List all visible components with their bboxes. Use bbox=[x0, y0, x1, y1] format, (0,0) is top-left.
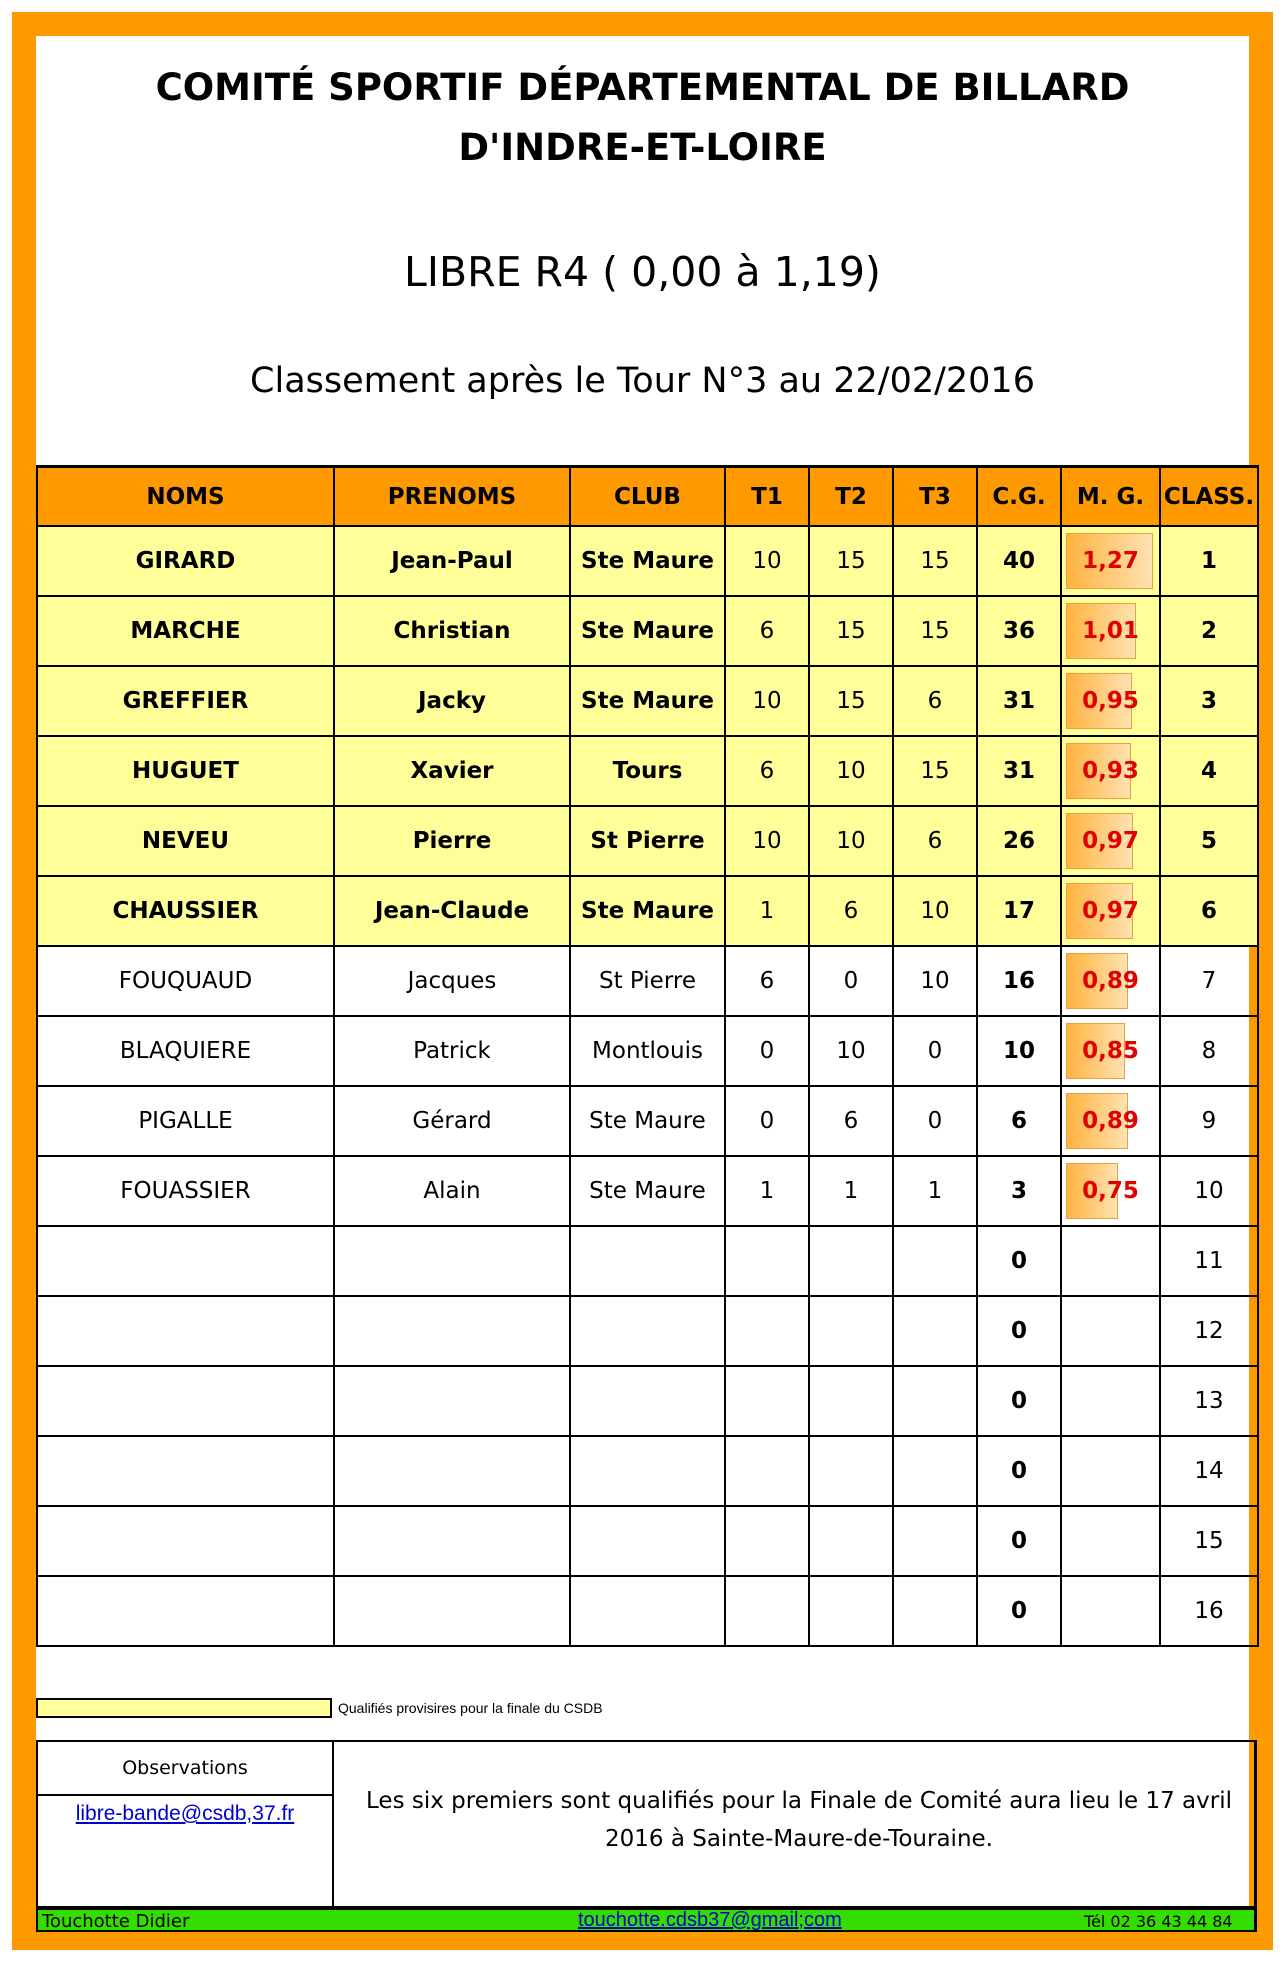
cell-nom bbox=[37, 1576, 334, 1646]
cell-nom: CHAUSSIER bbox=[37, 876, 334, 946]
table-row bbox=[37, 1226, 1258, 1296]
cell-cg: 0 bbox=[977, 1296, 1061, 1366]
cell-prenom: Jean-Claude bbox=[334, 876, 570, 946]
table-row bbox=[37, 1506, 1258, 1576]
header-col-t2: T2 bbox=[809, 467, 893, 527]
table-row bbox=[37, 1436, 1258, 1506]
cell-mg bbox=[1061, 946, 1160, 1016]
cell-class: 2 bbox=[1160, 596, 1258, 666]
page-content bbox=[36, 36, 1255, 1932]
cell-t1: 6 bbox=[725, 946, 809, 1016]
cell-t3 bbox=[893, 1366, 977, 1436]
cell-cg: 26 bbox=[977, 806, 1061, 876]
table-row bbox=[37, 1296, 1258, 1366]
cell-t2: 10 bbox=[809, 736, 893, 806]
cell-club: Montlouis bbox=[570, 1016, 725, 1086]
cell-t3 bbox=[893, 1576, 977, 1646]
cell-nom: MARCHE bbox=[37, 596, 334, 666]
cell-mg bbox=[1061, 1366, 1160, 1436]
cell-cg: 31 bbox=[977, 736, 1061, 806]
cell-mg bbox=[1061, 1016, 1160, 1086]
cell-club: Ste Maure bbox=[570, 596, 725, 666]
observations-left-panel bbox=[38, 1742, 334, 1906]
cell-mg bbox=[1061, 1226, 1160, 1296]
observations-label: Observations bbox=[38, 1742, 332, 1796]
cell-cg: 10 bbox=[977, 1016, 1061, 1086]
table-row bbox=[37, 806, 1258, 876]
mg-value: 0,85 bbox=[1082, 1038, 1139, 1064]
cell-t1 bbox=[725, 1576, 809, 1646]
cell-t2 bbox=[809, 1576, 893, 1646]
table-row bbox=[37, 1576, 1258, 1646]
cell-t1: 6 bbox=[725, 596, 809, 666]
cell-mg bbox=[1061, 1156, 1160, 1226]
cell-t3 bbox=[893, 1506, 977, 1576]
cell-class: 3 bbox=[1160, 666, 1258, 736]
cell-prenom: Jacky bbox=[334, 666, 570, 736]
table-header-row bbox=[37, 467, 1258, 527]
cell-prenom bbox=[334, 1296, 570, 1366]
cell-prenom bbox=[334, 1576, 570, 1646]
table-row bbox=[37, 1156, 1258, 1226]
header-col-t1: T1 bbox=[725, 467, 809, 527]
cell-cg: 17 bbox=[977, 876, 1061, 946]
mg-value: 0,89 bbox=[1082, 968, 1139, 994]
cell-t2 bbox=[809, 1436, 893, 1506]
mg-value: 1,27 bbox=[1082, 548, 1139, 574]
cell-club: Tours bbox=[570, 736, 725, 806]
cell-t1 bbox=[725, 1296, 809, 1366]
cell-prenom: Pierre bbox=[334, 806, 570, 876]
ranking-table bbox=[36, 465, 1259, 1647]
footer-email-link[interactable]: touchotte.cdsb37@gmail;com bbox=[578, 1909, 842, 1931]
cell-t3: 0 bbox=[893, 1016, 977, 1086]
cell-t2 bbox=[809, 1226, 893, 1296]
cell-cg: 0 bbox=[977, 1506, 1061, 1576]
cell-t1: 10 bbox=[725, 666, 809, 736]
cell-t1 bbox=[725, 1436, 809, 1506]
mg-value: 0,95 bbox=[1082, 688, 1139, 714]
header-col-noms: NOMS bbox=[37, 467, 334, 527]
competition-title: LIBRE R4 ( 0,00 à 1,19) bbox=[404, 248, 881, 296]
cell-t3: 6 bbox=[893, 666, 977, 736]
table-row bbox=[37, 1366, 1258, 1436]
table-row bbox=[37, 666, 1258, 736]
cell-t1: 1 bbox=[725, 1156, 809, 1226]
cell-class: 16 bbox=[1160, 1576, 1258, 1646]
legend-label: Qualifiés provisires pour la finale du CSDB bbox=[338, 1700, 603, 1716]
table-row bbox=[37, 596, 1258, 666]
cell-t2: 6 bbox=[809, 876, 893, 946]
cell-cg: 0 bbox=[977, 1366, 1061, 1436]
header-col-mg: M. G. bbox=[1061, 467, 1160, 527]
cell-cg: 6 bbox=[977, 1086, 1061, 1156]
cell-t3: 10 bbox=[893, 946, 977, 1016]
cell-nom: BLAQUIERE bbox=[37, 1016, 334, 1086]
cell-cg: 40 bbox=[977, 526, 1061, 596]
cell-t3: 0 bbox=[893, 1086, 977, 1156]
cell-class: 8 bbox=[1160, 1016, 1258, 1086]
cell-class: 15 bbox=[1160, 1506, 1258, 1576]
cell-t1: 0 bbox=[725, 1016, 809, 1086]
cell-club bbox=[570, 1226, 725, 1296]
cell-prenom: Gérard bbox=[334, 1086, 570, 1156]
cell-class: 11 bbox=[1160, 1226, 1258, 1296]
cell-t2: 6 bbox=[809, 1086, 893, 1156]
cell-nom bbox=[37, 1506, 334, 1576]
cell-prenom: Christian bbox=[334, 596, 570, 666]
table-row bbox=[37, 946, 1258, 1016]
cell-nom: PIGALLE bbox=[37, 1086, 334, 1156]
cell-t2: 1 bbox=[809, 1156, 893, 1226]
observations-box bbox=[36, 1740, 1257, 1908]
mg-value: 0,89 bbox=[1082, 1108, 1139, 1134]
observations-text: Les six premiers sont qualifiés pour la Finale de Comité aura lieu le 17 avril 2016 à Sainte-Maure-de-Touraine. bbox=[366, 1788, 1232, 1852]
cell-prenom: Jacques bbox=[334, 946, 570, 1016]
header-col-t3: T3 bbox=[893, 467, 977, 527]
table-row bbox=[37, 1016, 1258, 1086]
cell-t3: 1 bbox=[893, 1156, 977, 1226]
cell-club bbox=[570, 1436, 725, 1506]
cell-cg: 16 bbox=[977, 946, 1061, 1016]
cell-prenom bbox=[334, 1506, 570, 1576]
cell-mg bbox=[1061, 1436, 1160, 1506]
cell-mg bbox=[1061, 876, 1160, 946]
cell-t3 bbox=[893, 1226, 977, 1296]
footer-name: Touchotte Didier bbox=[42, 1911, 190, 1932]
cell-club: Ste Maure bbox=[570, 526, 725, 596]
cell-mg bbox=[1061, 666, 1160, 736]
observations-email-link[interactable]: libre-bande@csdb,37.fr bbox=[75, 1802, 295, 1825]
cell-mg bbox=[1061, 596, 1160, 666]
table-row bbox=[37, 526, 1258, 596]
cell-nom: GIRARD bbox=[37, 526, 334, 596]
cell-prenom bbox=[334, 1366, 570, 1436]
legend bbox=[36, 1696, 1257, 1720]
cell-nom bbox=[37, 1436, 334, 1506]
cell-mg bbox=[1061, 1296, 1160, 1366]
cell-nom: GREFFIER bbox=[37, 666, 334, 736]
mg-value: 0,75 bbox=[1082, 1178, 1139, 1204]
mg-value: 0,97 bbox=[1082, 828, 1139, 854]
ranking-caption: Classement après le Tour N°3 au 22/02/2016 bbox=[250, 361, 1035, 401]
cell-class: 6 bbox=[1160, 876, 1258, 946]
cell-t3: 15 bbox=[893, 736, 977, 806]
cell-class: 12 bbox=[1160, 1296, 1258, 1366]
cell-t3: 15 bbox=[893, 596, 977, 666]
mg-value: 1,01 bbox=[1082, 618, 1139, 644]
cell-nom bbox=[37, 1296, 334, 1366]
cell-cg: 31 bbox=[977, 666, 1061, 736]
title-line-1: COMITÉ SPORTIF DÉPARTEMENTAL DE BILLARD bbox=[155, 66, 1130, 109]
cell-club: Ste Maure bbox=[570, 666, 725, 736]
cell-club: Ste Maure bbox=[570, 876, 725, 946]
cell-prenom bbox=[334, 1226, 570, 1296]
cell-t1 bbox=[725, 1226, 809, 1296]
cell-t1: 6 bbox=[725, 736, 809, 806]
cell-club bbox=[570, 1576, 725, 1646]
mg-value: 0,97 bbox=[1082, 898, 1139, 924]
cell-class: 4 bbox=[1160, 736, 1258, 806]
cell-t2: 15 bbox=[809, 596, 893, 666]
cell-class: 13 bbox=[1160, 1366, 1258, 1436]
header-col-club: CLUB bbox=[570, 467, 725, 527]
cell-club: St Pierre bbox=[570, 806, 725, 876]
cell-t2: 10 bbox=[809, 806, 893, 876]
cell-class: 14 bbox=[1160, 1436, 1258, 1506]
cell-club bbox=[570, 1366, 725, 1436]
header-col-prenoms: PRENOMS bbox=[334, 467, 570, 527]
cell-mg bbox=[1061, 526, 1160, 596]
cell-nom: NEVEU bbox=[37, 806, 334, 876]
cell-t2: 15 bbox=[809, 526, 893, 596]
cell-t2 bbox=[809, 1506, 893, 1576]
footer-phone: Tél 02 36 43 44 84 bbox=[1084, 1912, 1233, 1931]
cell-t1: 1 bbox=[725, 876, 809, 946]
cell-cg: 0 bbox=[977, 1436, 1061, 1506]
cell-t3 bbox=[893, 1436, 977, 1506]
cell-club: Ste Maure bbox=[570, 1086, 725, 1156]
cell-t1: 10 bbox=[725, 526, 809, 596]
cell-t3 bbox=[893, 1296, 977, 1366]
cell-t1: 10 bbox=[725, 806, 809, 876]
cell-t2: 10 bbox=[809, 1016, 893, 1086]
cell-mg bbox=[1061, 806, 1160, 876]
cell-t2: 15 bbox=[809, 666, 893, 736]
cell-t2 bbox=[809, 1296, 893, 1366]
cell-club: Ste Maure bbox=[570, 1156, 725, 1226]
cell-class: 1 bbox=[1160, 526, 1258, 596]
cell-cg: 0 bbox=[977, 1226, 1061, 1296]
cell-club: St Pierre bbox=[570, 946, 725, 1016]
cell-club bbox=[570, 1506, 725, 1576]
cell-nom bbox=[37, 1366, 334, 1436]
cell-nom: FOUASSIER bbox=[37, 1156, 334, 1226]
cell-cg: 3 bbox=[977, 1156, 1061, 1226]
header-col-class: CLASS. bbox=[1160, 467, 1258, 527]
cell-class: 7 bbox=[1160, 946, 1258, 1016]
cell-cg: 36 bbox=[977, 596, 1061, 666]
cell-t2: 0 bbox=[809, 946, 893, 1016]
cell-cg: 0 bbox=[977, 1576, 1061, 1646]
cell-mg bbox=[1061, 736, 1160, 806]
cell-class: 10 bbox=[1160, 1156, 1258, 1226]
cell-mg bbox=[1061, 1576, 1160, 1646]
table-row bbox=[37, 876, 1258, 946]
cell-prenom: Patrick bbox=[334, 1016, 570, 1086]
cell-t1: 0 bbox=[725, 1086, 809, 1156]
legend-swatch bbox=[36, 1698, 332, 1718]
page-frame bbox=[12, 12, 1273, 1950]
cell-mg bbox=[1061, 1086, 1160, 1156]
cell-prenom: Jean-Paul bbox=[334, 526, 570, 596]
cell-t3: 6 bbox=[893, 806, 977, 876]
cell-mg bbox=[1061, 1506, 1160, 1576]
cell-nom: FOUQUAUD bbox=[37, 946, 334, 1016]
header-col-cg: C.G. bbox=[977, 467, 1061, 527]
footer-bar bbox=[36, 1908, 1257, 1932]
cell-club bbox=[570, 1296, 725, 1366]
cell-prenom: Alain bbox=[334, 1156, 570, 1226]
cell-nom: HUGUET bbox=[37, 736, 334, 806]
cell-class: 9 bbox=[1160, 1086, 1258, 1156]
cell-prenom: Xavier bbox=[334, 736, 570, 806]
cell-t1 bbox=[725, 1506, 809, 1576]
cell-t3: 15 bbox=[893, 526, 977, 596]
cell-nom bbox=[37, 1226, 334, 1296]
table-body bbox=[37, 526, 1258, 1646]
cell-prenom bbox=[334, 1436, 570, 1506]
table-row bbox=[37, 1086, 1258, 1156]
mg-value: 0,93 bbox=[1082, 758, 1139, 784]
cell-class: 5 bbox=[1160, 806, 1258, 876]
cell-t1 bbox=[725, 1366, 809, 1436]
table-row bbox=[37, 736, 1258, 806]
cell-t3: 10 bbox=[893, 876, 977, 946]
cell-t2 bbox=[809, 1366, 893, 1436]
title-line-2: D'INDRE-ET-LOIRE bbox=[458, 126, 827, 169]
